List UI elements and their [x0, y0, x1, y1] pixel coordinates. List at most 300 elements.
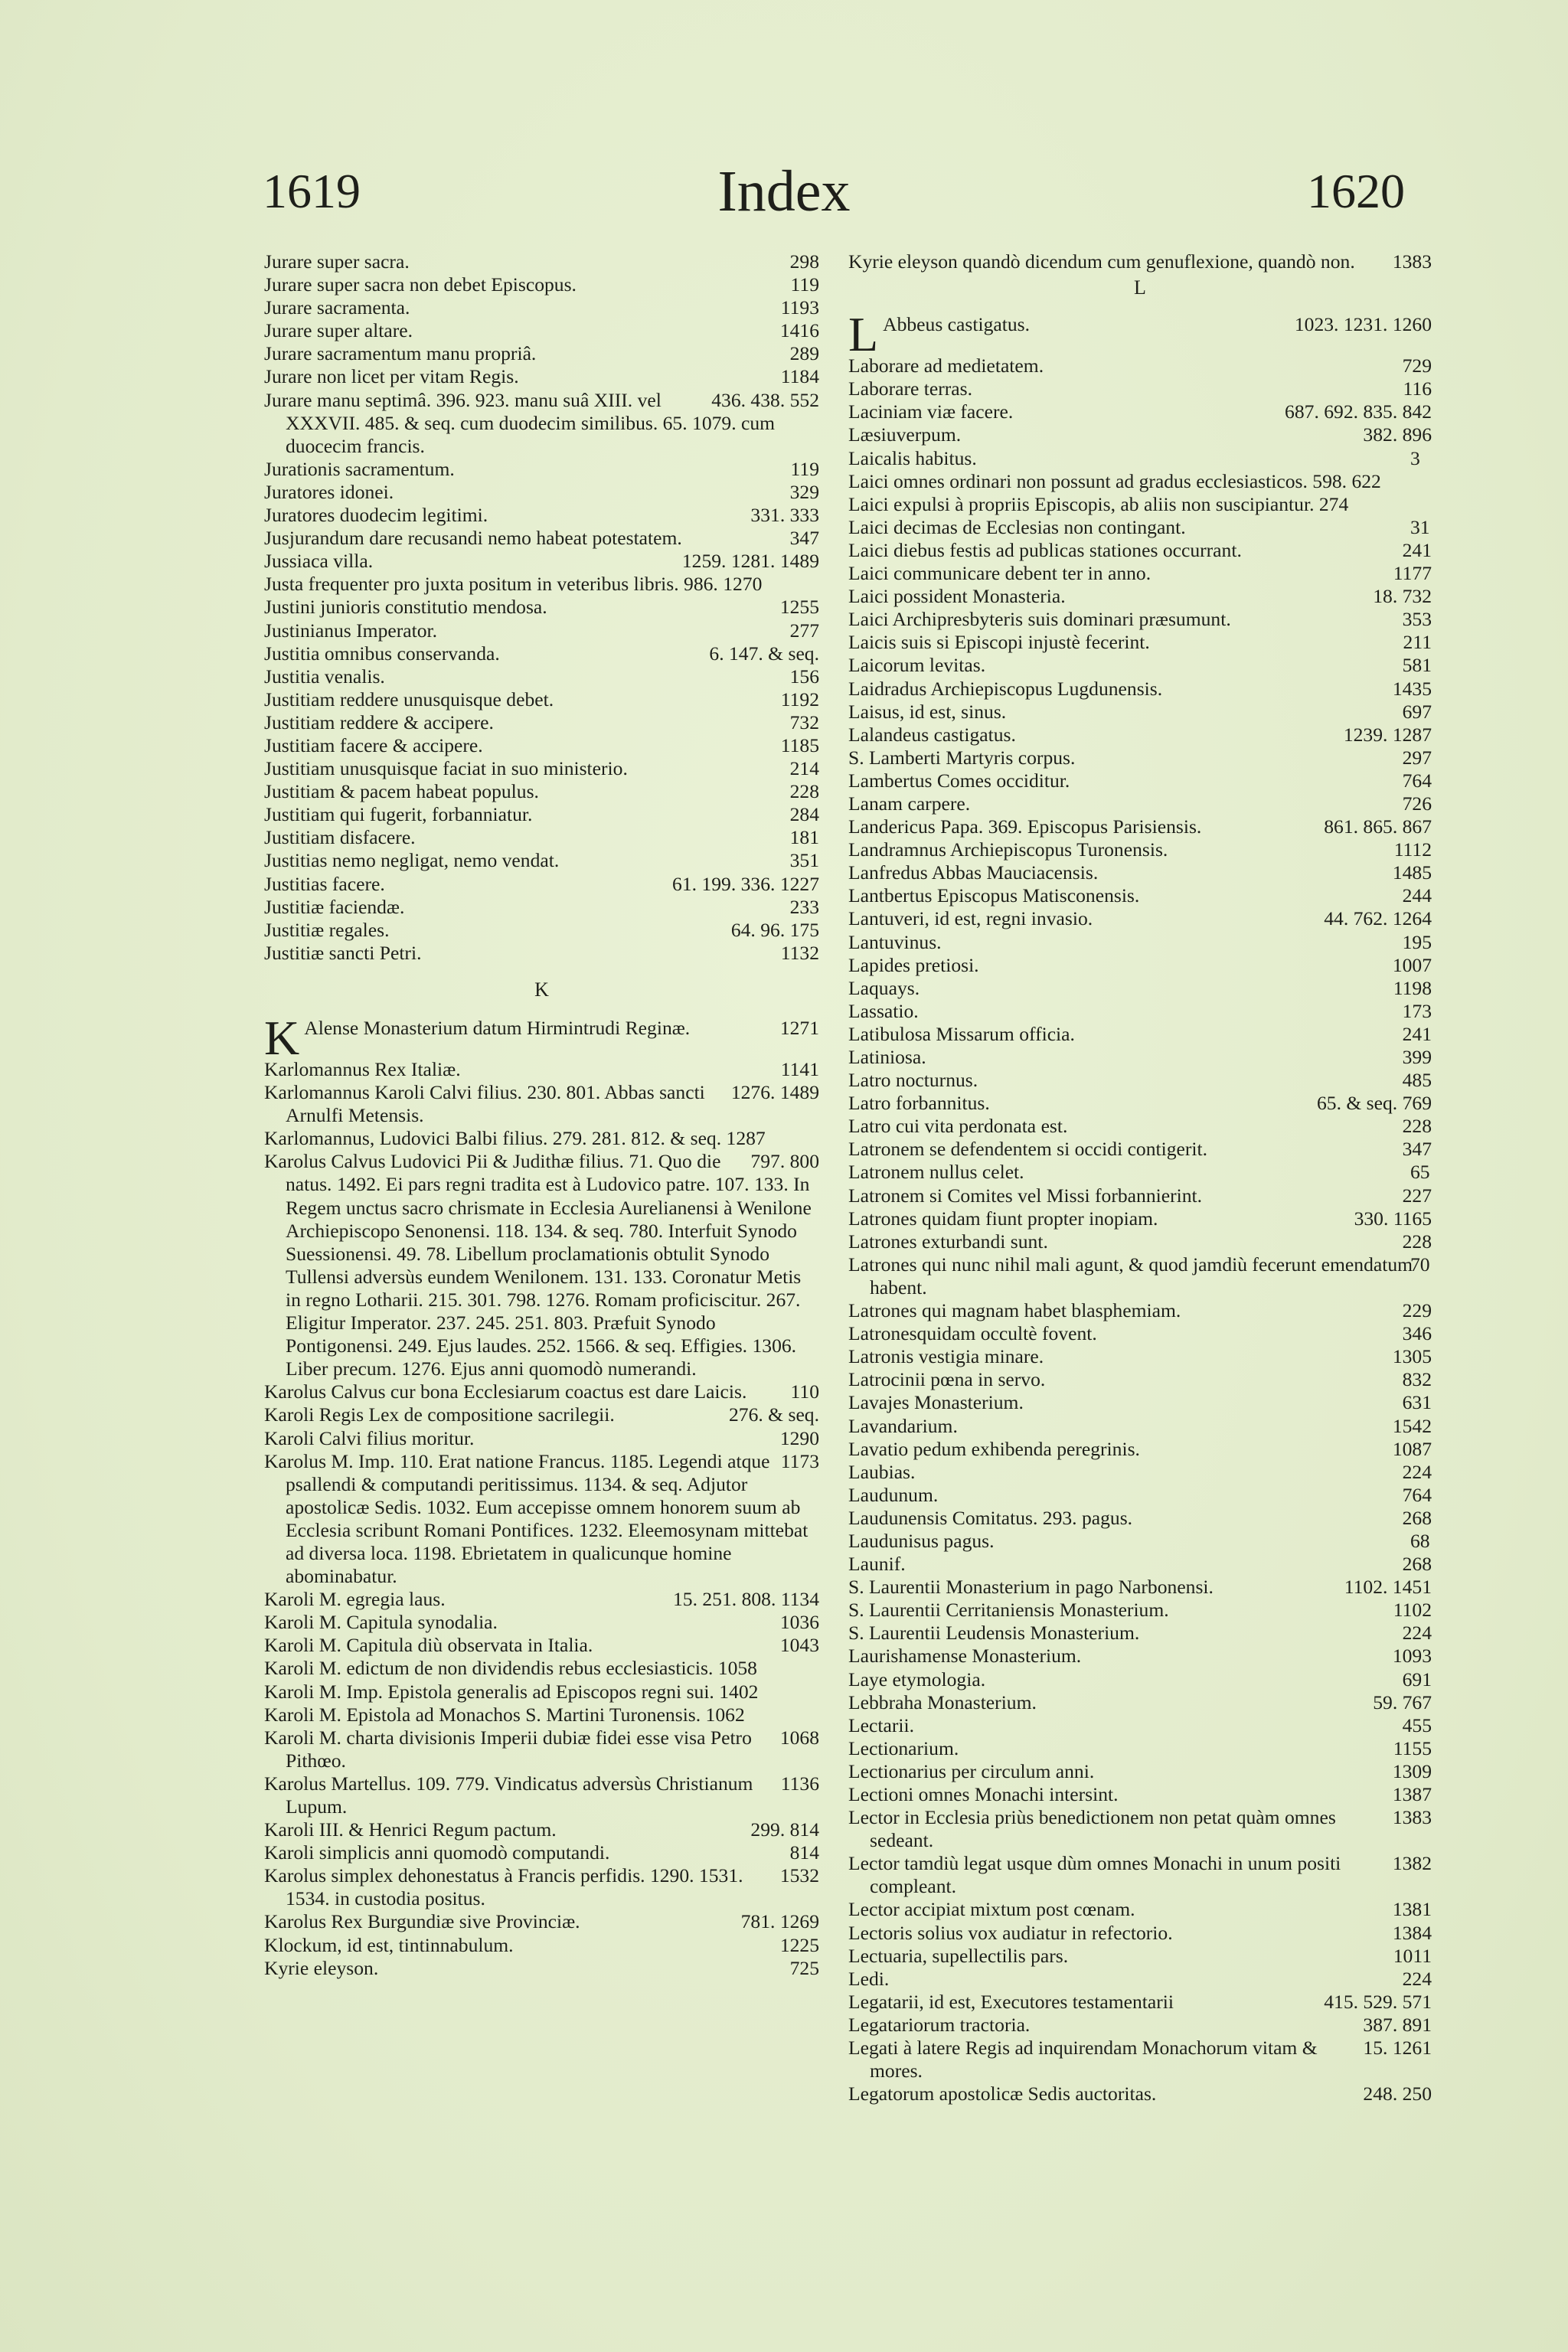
entry-term: Lassatio. [848, 999, 919, 1022]
entry-pages: 382. 896 [1363, 423, 1432, 446]
index-entry [264, 481, 819, 504]
entry-term: Laisus, id est, sinus. [848, 700, 1007, 723]
entry-pages: 697 [1402, 700, 1432, 723]
entry-pages: 331. 333 [750, 504, 819, 527]
entry-term: Jurare super altare. [264, 319, 413, 342]
entry-pages: 1043 [779, 1634, 819, 1657]
entry-term: Justitiam facere & accipere. [264, 733, 483, 756]
index-entry [264, 896, 819, 919]
index-entry [848, 1253, 1432, 1299]
entry-term: Karoli M. charta divisionis Imperii dubiæ fidei esse visa Petro Pithœo. [264, 1726, 752, 1772]
entry-pages: 1087 [1392, 1437, 1432, 1460]
entry-term: Laye etymologia. [848, 1668, 986, 1690]
entry-term: Juratores idonei. [264, 480, 394, 503]
index-entry [848, 1345, 1432, 1368]
entry-pages: 1382 [1392, 1852, 1432, 1875]
index-entry [848, 562, 1432, 585]
index-entry [264, 942, 819, 965]
entry-term: Justa frequenter pro juxta positum in veteribus libris. 986. 1270 [264, 573, 763, 596]
entry-term: Latrocinii pœna in servo. [848, 1368, 1046, 1391]
entry-term: Lectoris solius vox audiatur in refectorio. [848, 1921, 1173, 1944]
entry-pages: 353 [1402, 608, 1432, 631]
left-page-number: 1619 [263, 164, 361, 218]
right-page-number: 1620 [1307, 164, 1405, 218]
index-entry [264, 1403, 819, 1426]
index-entry [848, 1991, 1432, 2014]
index-entry [848, 815, 1432, 838]
index-entry [848, 1507, 1432, 1530]
entry-pages: 1485 [1392, 861, 1432, 884]
entry-pages: 1136 [780, 1772, 819, 1795]
entry-term: Laicalis habitus. [848, 446, 977, 469]
entry-pages: 764 [1402, 1483, 1432, 1506]
entry-term: Lanam carpere. [848, 792, 971, 815]
entry-term: Lambertus Comes occiditur. [848, 769, 1070, 792]
entry-pages: 227 [1402, 1184, 1432, 1207]
entry-pages: 228 [789, 780, 819, 803]
index-entry [848, 516, 1432, 539]
entry-pages: 1384 [1392, 1921, 1432, 1944]
entry-pages: 347 [1402, 1138, 1432, 1161]
entry-term: Lavatio pedum exhibenda peregrinis. [848, 1437, 1140, 1460]
index-entry [848, 654, 1432, 677]
drop-capital: L [848, 307, 879, 362]
entry-term: Laicis suis si Episcopi injustè fecerint. [848, 631, 1150, 654]
index-entry [848, 1299, 1432, 1322]
entry-pages: 298 [789, 250, 819, 273]
index-entry [264, 1634, 819, 1657]
index-entry [848, 884, 1432, 907]
entry-pages: 387. 891 [1363, 2013, 1432, 2036]
entry-pages: 241 [1402, 1022, 1432, 1045]
entry-term: Lector accipiat mixtum post cœnam. [848, 1898, 1135, 1921]
entry-term: Laicorum levitas. [848, 654, 986, 677]
entry-term: Lectioni omnes Monachi intersint. [848, 1783, 1119, 1805]
entry-term: Justini junioris constitutio mendosa. [264, 596, 547, 619]
index-entry [848, 423, 1432, 446]
index-entry [264, 365, 819, 388]
entry-pages: 1192 [780, 688, 819, 710]
index-entry [264, 1611, 819, 1634]
entry-term: Jusjurandum dare recusandi nemo habeat potestatem. [264, 527, 682, 550]
index-entry [264, 319, 819, 342]
entry-pages: 224 [1402, 1460, 1432, 1483]
entry-term: Lector in Ecclesia priùs benedictionem non petat quàm omnes sedeant. [848, 1806, 1336, 1852]
index-entry [264, 757, 819, 780]
index-entry [848, 470, 1432, 493]
index-entry [848, 354, 1432, 377]
index-entry [848, 1806, 1432, 1852]
index-entry [848, 1069, 1432, 1092]
entry-term: S. Laurentii Leudensis Monasterium. [848, 1622, 1140, 1645]
entry-pages: 1177 [1393, 562, 1432, 585]
entry-pages: 1011 [1393, 1944, 1432, 1967]
entry-pages: 1435 [1392, 677, 1432, 700]
entry-pages: 1036 [779, 1611, 819, 1634]
entry-term: Jurare sacramenta. [264, 296, 410, 319]
index-entry [264, 1910, 819, 1933]
index-entry [264, 1841, 819, 1864]
entry-pages: 181 [789, 826, 819, 849]
index-entry [264, 1818, 819, 1841]
entry-pages: 59. 767 [1373, 1690, 1432, 1713]
entry-term: Lavandarium. [848, 1414, 958, 1437]
entry-pages: 61. 199. 336. 1227 [672, 872, 819, 895]
entry-pages: 116 [1403, 377, 1432, 400]
index-entry [264, 504, 819, 527]
entry-term: Justitiam unusquisque faciat in suo ministerio. [264, 757, 628, 780]
entry-term: Lapides pretiosi. [848, 953, 979, 976]
index-entry [264, 1681, 819, 1704]
index-entry [848, 1783, 1432, 1806]
entry-pages: 244 [1402, 884, 1432, 907]
entry-pages: 15. 1261 [1363, 2037, 1432, 2060]
index-entry [848, 1391, 1432, 1414]
entry-term: Karoli M. egregia laus. [264, 1588, 446, 1611]
index-entry [848, 2014, 1432, 2037]
entry-pages: 1271 [779, 1017, 819, 1039]
entry-term: Lebbraha Monasterium. [848, 1690, 1037, 1713]
index-entry [264, 596, 819, 619]
left-column [264, 250, 819, 1980]
index-entry [264, 1772, 819, 1818]
entry-term: Klockum, id est, tintinnabulum. [264, 1933, 514, 1956]
entry-pages: 268 [1402, 1553, 1432, 1576]
index-entry [848, 792, 1432, 815]
index-entry [264, 642, 819, 665]
index-entry [848, 1484, 1432, 1507]
entry-pages: 781. 1269 [740, 1910, 819, 1933]
entry-pages: 1141 [780, 1058, 819, 1080]
entry-term: Laici Archipresbyteris suis dominari præsumunt. [848, 608, 1231, 631]
entry-pages: 1259. 1281. 1489 [681, 550, 819, 573]
index-entry [848, 631, 1432, 654]
entry-term: Karolus Rex Burgundiæ sive Provinciæ. [264, 1910, 580, 1933]
index-entry [264, 1150, 819, 1380]
index-entry [264, 1864, 819, 1910]
entry-pages: 1007 [1392, 953, 1432, 976]
entry-term: Justitiam reddere unusquisque debet. [264, 688, 554, 710]
index-entry [264, 826, 819, 849]
entry-term: Kyrie eleyson quandò dicendum cum genuflexione, quandò non. [848, 250, 1355, 273]
index-entry [848, 701, 1432, 724]
index-entry [264, 688, 819, 711]
entry-term: Laici communicare debent ter in anno. [848, 562, 1152, 585]
entry-term: Laudunisus pagus. [848, 1529, 995, 1552]
entry-pages: 228 [1402, 1115, 1432, 1138]
index-entry [848, 1092, 1432, 1115]
entry-pages: 224 [1402, 1967, 1432, 1990]
index-entry [848, 1000, 1432, 1023]
index-entry [264, 803, 819, 826]
entry-pages: 1173 [780, 1449, 819, 1472]
index-entry [264, 1657, 819, 1680]
entry-term: Karoli M. Epistola ad Monachos S. Martini Turonensis. 1062 [264, 1703, 745, 1726]
entry-pages: 228 [1402, 1230, 1432, 1253]
entry-term: Jurare sacramentum manu propriâ. [264, 342, 537, 365]
entry-pages: 233 [789, 895, 819, 918]
index-entry [848, 1184, 1432, 1207]
entry-term: Karoli III. & Henrici Regum pactum. [264, 1818, 557, 1841]
entry-term: Latro forbannitus. [848, 1092, 990, 1115]
entry-pages: 65. & seq. 769 [1316, 1092, 1432, 1115]
index-entry [848, 1945, 1432, 1968]
entry-term: Latibulosa Missarum officia. [848, 1022, 1075, 1045]
entry-pages: 581 [1402, 654, 1432, 677]
entry-pages: 1023. 1231. 1260 [1294, 313, 1432, 336]
entry-pages: 631 [1402, 1391, 1432, 1414]
entry-term: Justitiæ faciendæ. [264, 895, 405, 918]
index-entry [848, 1852, 1432, 1898]
index-entry [848, 1898, 1432, 1921]
index-entry [264, 1588, 819, 1611]
entry-term: S. Laurentii Cerritaniensis Monasterium. [848, 1599, 1169, 1622]
entry-term: Jurare manu septimâ. 396. 923. manu suâ XIII. vel XXXVII. 485. & seq. cum duodecim similibus. 65. 1079. cum duocecim francis. [264, 388, 776, 457]
index-entry [264, 873, 819, 896]
entry-pages: 1184 [780, 365, 819, 388]
entry-term: Lantbertus Episcopus Matisconensis. [848, 884, 1140, 907]
index-entry [848, 1968, 1432, 1991]
entry-term: Lanfredus Abbas Mauciacensis. [848, 861, 1099, 884]
index-entry [848, 307, 1432, 362]
entry-pages: 224 [1402, 1622, 1432, 1645]
entry-term: Karlomannus Rex Italiæ. [264, 1058, 461, 1080]
index-entry [264, 919, 819, 942]
index-entry [264, 1957, 819, 1980]
entry-pages: 436. 438. 552 [711, 388, 819, 411]
index-entry [848, 250, 1432, 273]
index-entry [264, 780, 819, 803]
entry-pages: 277 [789, 619, 819, 642]
entry-term: Karoli M. Capitula synodalia. [264, 1611, 498, 1634]
entry-pages: 1255 [779, 596, 819, 619]
index-entry [848, 678, 1432, 701]
entry-pages: 1381 [1392, 1898, 1432, 1921]
entry-pages: 1102 [1393, 1599, 1432, 1622]
entry-term: Kyrie eleyson. [264, 1956, 379, 1979]
entry-pages: 241 [1402, 538, 1432, 561]
section-heading-k: K [534, 978, 549, 1001]
entry-pages: 764 [1402, 769, 1432, 792]
index-entry [848, 1714, 1432, 1737]
index-entry [848, 1230, 1432, 1253]
entry-term: Karoli Calvi filius moritur. [264, 1426, 475, 1449]
entry-term: Karoli M. edictum de non dividendis rebus ecclesiasticis. 1058 [264, 1657, 757, 1680]
entry-term: Lectarii. [848, 1713, 914, 1736]
index-entry [264, 1704, 819, 1726]
index-entry [848, 1207, 1432, 1230]
entry-term: Laquays. [848, 976, 920, 999]
index-list-k [264, 1011, 819, 1980]
index-entry [848, 493, 1432, 516]
entry-pages: 1383 [1392, 250, 1432, 273]
entry-pages: 31 [1410, 515, 1430, 538]
index-entry [848, 539, 1432, 562]
entry-term: Karolus Calvus Ludovici Pii & Judithæ filius. 71. Quo die natus. 1492. Ei pars regni tradita est à Ludovico patre. 107. 133. In Regem unctus sacro chrismate in Ecclesia Aurelianensi à Wenilone Archiepiscopo Senonensi. 118. 134. & seq. 780. Interfuit Synodo Suessionensi. 49. 78. Libellum proclamationis obtulit Synodo Tullensi adversùs eundem Wenilonem. 131. 133. Coronatur Metis in regno Lotharii. 215. 301. 798. 1276. Romam proficiscitur. 267. Eligitur Imperator. 237. 245. 251. 803. Præfuit Synodo Pontigonensi. 249. Ejus laudes. 252. 1566. & seq. Effigies. 1306. Liber precum. 1276. Ejus anni quomodò numerandi. [264, 1150, 812, 1380]
entry-pages: 1132 [780, 941, 819, 964]
entry-pages: 1155 [1393, 1736, 1432, 1759]
entry-term: Læsiuverpum. [848, 423, 962, 446]
index-entry [264, 1380, 819, 1403]
index-entry [848, 1737, 1432, 1760]
entry-pages: 455 [1402, 1713, 1432, 1736]
entry-pages: 861. 865. 867 [1324, 815, 1432, 838]
entry-term: Justinianus Imperator. [264, 619, 438, 642]
entry-term: Lectionarium. [848, 1736, 959, 1759]
entry-term: Legatarii, id est, Executores testamentarii [848, 1990, 1174, 2013]
entry-term: Juratores duodecim legitimi. [264, 504, 488, 527]
entry-pages: 1290 [779, 1426, 819, 1449]
entry-term: Karoli Regis Lex de compositione sacrilegii. [264, 1403, 615, 1426]
index-entry [848, 838, 1432, 861]
index-entry [848, 1438, 1432, 1461]
index-entry [848, 746, 1432, 769]
entry-term: Latrones exturbandi sunt. [848, 1230, 1048, 1253]
entry-term: Laubias. [848, 1460, 916, 1483]
index-entry [264, 458, 819, 481]
entry-term: Laudunum. [848, 1483, 939, 1506]
entry-term: Latrones qui magnam habet blasphemiam. [848, 1299, 1181, 1322]
entry-term: S. Lamberti Martyris corpus. [848, 746, 1076, 769]
entry-term: Lectuaria, supellectilis pars. [848, 1944, 1069, 1967]
index-entry [848, 977, 1432, 1000]
index-entry [264, 573, 819, 596]
index-entry [264, 619, 819, 642]
entry-term: Laurishamense Monasterium. [848, 1645, 1082, 1668]
index-entry [848, 1368, 1432, 1391]
entry-term: Karoli M. Capitula diù observata in Italia. [264, 1634, 593, 1657]
index-entry [264, 1058, 819, 1081]
entry-term: Jurare super sacra non debet Episcopus. [264, 273, 577, 296]
index-entry [264, 1427, 819, 1450]
entry-term: Latronis vestigia minare. [848, 1345, 1044, 1368]
entry-term: Alense Monasterium datum Hirmintrudi Reginæ. [304, 1017, 691, 1039]
index-entry [848, 769, 1432, 792]
entry-term: Latiniosa. [848, 1046, 926, 1068]
entry-term: Laborare ad medietatem. [848, 354, 1044, 377]
index-entry [848, 1461, 1432, 1484]
index-entry [264, 1450, 819, 1589]
entry-pages: 211 [1403, 631, 1432, 654]
index-entry [848, 1576, 1432, 1599]
entry-pages: 691 [1402, 1668, 1432, 1690]
entry-pages: 65 [1410, 1161, 1430, 1184]
index-entry [264, 342, 819, 365]
index-entry [264, 1934, 819, 1957]
index-entry [848, 931, 1432, 954]
entry-term: Justitia venalis. [264, 665, 385, 688]
entry-term: Jurare non licet per vitam Regis. [264, 365, 519, 388]
index-entry [264, 296, 819, 319]
index-entry [848, 1415, 1432, 1438]
entry-pages: 485 [1402, 1069, 1432, 1092]
entry-pages: 725 [789, 1956, 819, 1979]
entry-term: Lector tamdiù legat usque dùm omnes Monachi in unum positi compleant. [848, 1852, 1341, 1898]
entry-term: Justitiæ regales. [264, 918, 390, 941]
entry-pages: 1093 [1392, 1645, 1432, 1668]
index-list-j [264, 250, 819, 965]
right-column [848, 250, 1432, 2105]
entry-term: Jussiaca villa. [264, 550, 374, 573]
entry-term: Latrones qui nunc nihil mali agunt, & quod jamdiù fecerunt emendatum habent. [848, 1253, 1413, 1298]
index-entry [848, 1138, 1432, 1161]
entry-pages: 68 [1410, 1529, 1430, 1552]
entry-term: Latro nocturnus. [848, 1069, 978, 1092]
entry-pages: 214 [789, 757, 819, 780]
index-list-k-continued [848, 250, 1432, 273]
entry-term: Laborare terras. [848, 377, 972, 400]
index-entry [848, 1622, 1432, 1645]
entry-pages: 119 [790, 273, 819, 296]
entry-pages: 15. 251. 808. 1134 [672, 1588, 819, 1611]
entry-term: Lantuveri, id est, regni invasio. [848, 907, 1093, 930]
entry-pages: 6. 147. & seq. [709, 642, 819, 665]
index-entry [848, 1668, 1432, 1691]
index-entry [848, 1023, 1432, 1046]
entry-term: Justitias facere. [264, 872, 385, 895]
entry-pages: 1198 [1393, 976, 1432, 999]
index-entry [848, 447, 1432, 470]
section-heading-l: L [1134, 276, 1146, 299]
entry-pages: 346 [1402, 1322, 1432, 1345]
entry-term: Latro cui vita perdonata est. [848, 1115, 1068, 1138]
index-entry [848, 1553, 1432, 1576]
index-entry [264, 1726, 819, 1772]
entry-term: Karoli simplicis anni quomodò computandi. [264, 1841, 610, 1864]
entry-term: Latronem se defendentem si occidi contigerit. [848, 1138, 1208, 1161]
entry-term: Latronem nullus celet. [848, 1161, 1024, 1184]
entry-pages: 44. 762. 1264 [1324, 907, 1432, 930]
entry-term: Justitiam disfacere. [264, 826, 416, 849]
entry-term: Justitiam qui fugerit, forbanniatur. [264, 803, 533, 826]
entry-pages: 1383 [1392, 1806, 1432, 1829]
entry-term: Karoli M. Imp. Epistola generalis ad Episcopos regni sui. 1402 [264, 1680, 759, 1703]
index-list-l [848, 307, 1432, 2105]
entry-pages: 1387 [1392, 1783, 1432, 1805]
index-entry [848, 2037, 1432, 2082]
entry-term: Lantuvinus. [848, 930, 942, 953]
entry-pages: 797. 800 [750, 1150, 819, 1173]
index-entry [264, 273, 819, 296]
entry-pages: 832 [1402, 1368, 1432, 1391]
entry-term: Karolus M. Imp. 110. Erat natione Francus. 1185. Legendi atque psallendi & computandi peritissimus. 1134. & seq. Adjutor apostolicæ Sedis. 1032. Eum accepisse omnem honorem suum ab Ecclesia scribunt Romani Pontifices. 1232. Eleemosynam mittebat ad diversa loca. 1198. Ebrietatem in qualicunque homine abominabatur. [264, 1449, 808, 1588]
entry-pages: 1276. 1489 [730, 1081, 819, 1104]
entry-pages: 1102. 1451 [1344, 1576, 1432, 1599]
entry-pages: 1532 [779, 1864, 819, 1887]
entry-term: Legatorum apostolicæ Sedis auctoritas. [848, 2082, 1157, 2105]
index-entry [264, 250, 819, 273]
entry-pages: 229 [1402, 1299, 1432, 1322]
index-entry [848, 1922, 1432, 1945]
index-entry [848, 1046, 1432, 1069]
entry-term: Laici diebus festis ad publicas stationes occurrant. [848, 538, 1242, 561]
entry-pages: 330. 1165 [1354, 1207, 1432, 1230]
index-entry [264, 550, 819, 573]
entry-pages: 1239. 1287 [1343, 723, 1432, 746]
entry-term: Laici decimas de Ecclesias non contingant. [848, 515, 1186, 538]
entry-term: Latronem si Comites vel Missi forbannierint. [848, 1184, 1203, 1207]
entry-term: Jurare super sacra. [264, 250, 410, 273]
entry-pages: 1305 [1392, 1345, 1432, 1368]
entry-term: Jurationis sacramentum. [264, 457, 455, 480]
index-entry [848, 1599, 1432, 1622]
index-entry [264, 1081, 819, 1127]
index-entry [264, 849, 819, 872]
entry-pages: 289 [789, 342, 819, 365]
entry-term: Laici possident Monasteria. [848, 585, 1066, 608]
entry-term: Lalandeus castigatus. [848, 723, 1016, 746]
entry-term: Launif. [848, 1553, 906, 1576]
